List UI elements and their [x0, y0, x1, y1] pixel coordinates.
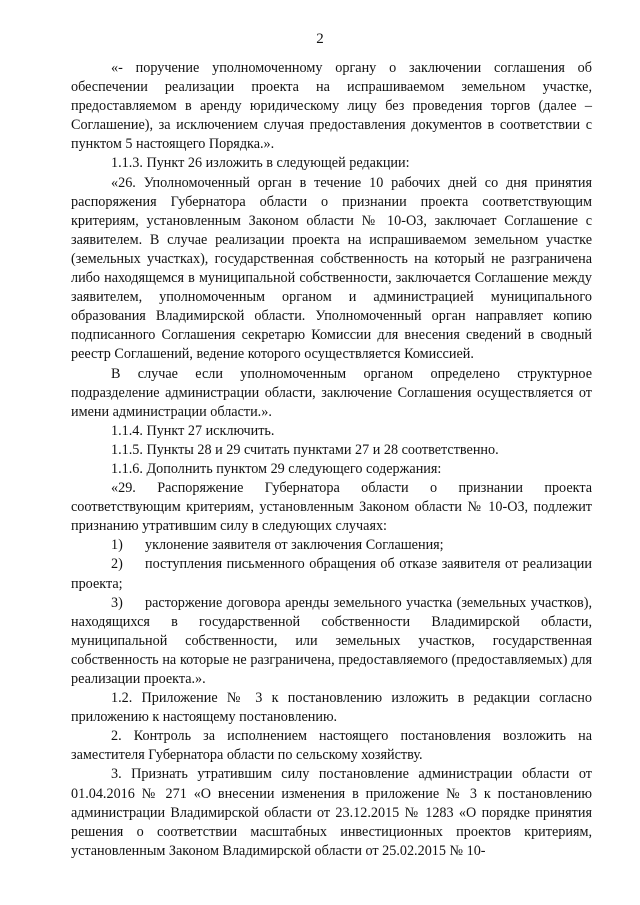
- paragraph-2-control: 2. Контроль за исполнением настоящего постановления возложить на заместителя Губернатора области по сельскому хозяйству.: [71, 728, 592, 764]
- list-item-number: 1): [111, 537, 123, 554]
- list-item: [71, 594, 592, 689]
- list-item-number: 3): [111, 594, 123, 611]
- paragraph-structural-division: В случае если уполномоченным органом определено структурное подразделение администрации области, заключение Соглашения осуществляется от имени администрации области.».: [71, 365, 592, 420]
- list-item-text: расторжение договора аренды земельного участка (земельных участков), находящихся в государственной собственности Владимирской области, муниципальной собственности, или земельных участков, государственная собственность на которые не разграничена, предоставляемого (предоставляемых) для реализации проекта.».: [71, 594, 592, 687]
- list-item-text: поступления письменного обращения об отказе заявителя от реализации проекта;: [71, 556, 592, 592]
- page-number: 2: [316, 31, 324, 47]
- paragraph-1-1-4: 1.1.4. Пункт 27 исключить.: [111, 422, 275, 439]
- list-item: [71, 555, 592, 593]
- paragraph-1-1-5: 1.1.5. Пункты 28 и 29 считать пунктами 27 и 28 соответственно.: [111, 441, 499, 458]
- paragraph-point-29: «29. Распоряжение Губернатора области о признании проекта соответствующим критериям, установленным Законом области № 10-ОЗ, подлежит признанию утратившим силу в следующих случаях:: [71, 480, 592, 535]
- list-item: [71, 536, 592, 555]
- paragraph-1-2: 1.2. Приложение № 3 к постановлению изложить в редакции согласно приложению к настоящему постановлению.: [71, 690, 592, 726]
- paragraph-3-repeal: 3. Признать утратившим силу постановление администрации области от 01.04.2016 № 271 «О внесении изменения в приложение № 3 к постановлению администрации Владимирской области от 23.12.2015 № 1283 «О порядке принятия решения о соответствии масштабных инвестиционных проектов критериям, установленным Законом Владимирской области от 25.02.2015 № 10-: [71, 766, 592, 859]
- document-body: [71, 59, 592, 861]
- list-item-text: уклонение заявителя от заключения Соглашения;: [145, 537, 444, 554]
- list-item-number: 2): [111, 556, 123, 573]
- paragraph-1-1-6: 1.1.6. Дополнить пунктом 29 следующего содержания:: [111, 460, 442, 477]
- paragraph-point-26: «26. Уполномоченный орган в течение 10 рабочих дней со дня принятия распоряжения Губернатора области о признании проекта соответствующим критериям, установленным Законом области № 10-ОЗ, заключает Соглашение с заявителем. В случае реализации проекта на испрашиваемом земельном участке (земельных участках), государственная собственность на который не разграничена либо находящемся в муниципальной собственности, заключается Соглашение между заявителем, уполномоченным органом и администрацией муниципального образования Владимирской области. Уполномоченный орган направляет копию подписанного Соглашения секретарю Комиссии для внесения сведений в сводный реестр Соглашений, ведение которого осуществляется Комиссией.: [71, 174, 592, 363]
- paragraph-1-1-3: 1.1.3. Пункт 26 изложить в следующей редакции:: [111, 155, 410, 172]
- paragraph-order-point: «- поручение уполномоченному органу о заключении соглашения об обеспечении реализации проекта на испрашиваемом земельном участке, предоставляемом в аренду юридическому лицу без проведения торгов (далее – Соглашение), за исключением случая предоставления документов в соответствии с пунктом 5 настоящего Порядка.».: [71, 60, 592, 153]
